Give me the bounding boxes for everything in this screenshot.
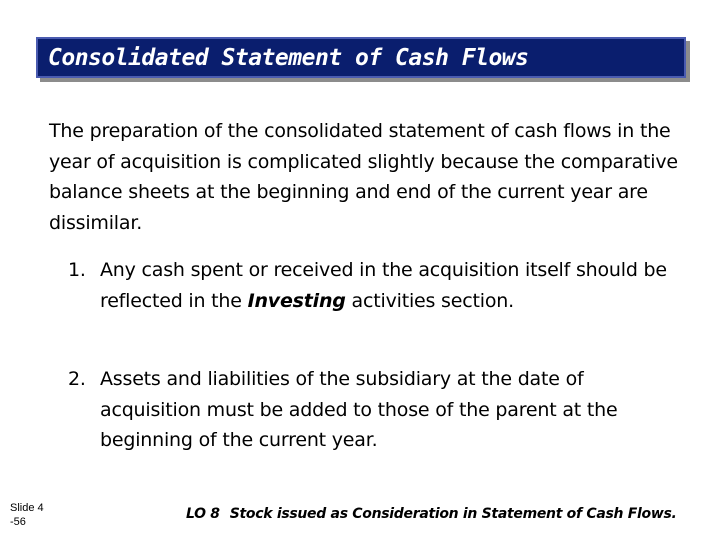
learning-objective-label: LO 8 [186,506,220,522]
intro-paragraph: The preparation of the consolidated statement of cash flows in the year of acquisition is complicated slightly because the comparative balance sheets at the beginning and end of the current year are dissimilar. [49,120,678,234]
investing-emphasis: Investing [247,289,346,312]
title-banner [36,37,686,78]
learning-objective-text: Stock issued as Consideration in Statement of Cash Flows. [229,506,677,522]
list-item-text: Assets and liabilities of the subsidiary at the date of acquisition must be added to those of the parent at the beginning of the current year. [100,368,618,451]
slide-number: Slide 4 -56 [10,502,44,528]
list-item-number: 2. [68,368,86,390]
list-item [68,364,668,456]
list-item [68,255,668,316]
list-item-text [100,255,668,316]
slide-title: Consolidated Statement of Cash Flows [48,45,529,71]
list-item-text-start: Any cash spent or received in the acquisition itself should be reflected in the [100,259,667,312]
footer-learning-objective [186,506,677,522]
list-item-number: 1. [68,259,86,281]
list-item-text-end: activities section. [345,289,514,312]
